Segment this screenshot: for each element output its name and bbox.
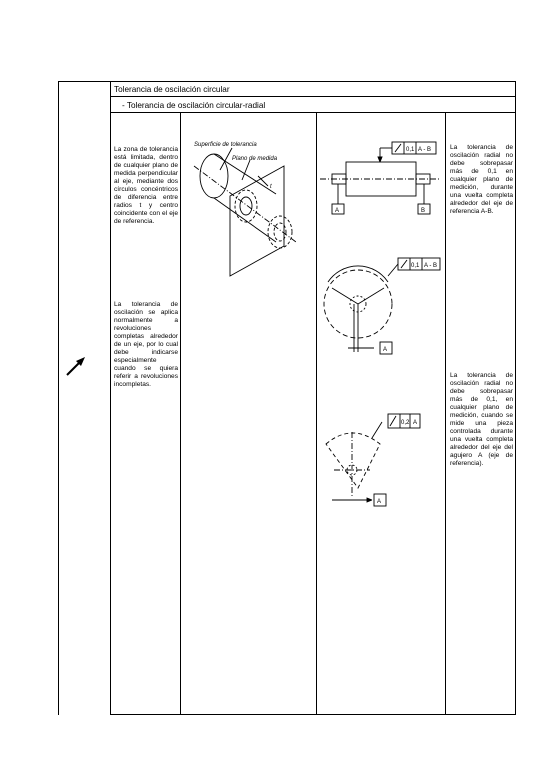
datum-a3-label: A — [377, 499, 382, 505]
frame3-value: 0,2 — [401, 420, 410, 426]
datum-a2-label: A — [383, 347, 388, 353]
example-description-2: La tolerancia de oscilación radial no debe sobrepasar más de 0,1, en cualquier plano de medición, cuando se mide una pieza controlada durante una vuelta completa alrededor del eje del agujero A (eje de referencia). — [450, 372, 513, 467]
label-tolerance-surface: Superficie de tolerancia — [194, 142, 257, 148]
drawing-sector — [318, 408, 443, 518]
drawing-shaft — [318, 138, 443, 223]
section-title: Tolerancia de oscilación circular — [114, 85, 230, 94]
frame1-datum: A - B — [418, 147, 432, 153]
tolerance-zone-illustration — [184, 136, 314, 286]
frame3-datum: A — [413, 420, 418, 426]
column-divider-3 — [445, 112, 446, 715]
table-top-border — [58, 81, 516, 82]
frame2-datum: A - B — [424, 263, 438, 269]
right-outer-border — [515, 81, 516, 715]
arrow-up-right-icon — [64, 354, 88, 378]
left-outer-border — [58, 81, 59, 715]
label-t: t — [270, 184, 272, 190]
table-bottom-border — [110, 714, 516, 715]
drawing-circle-runout — [318, 252, 443, 362]
column-divider-0 — [110, 81, 111, 715]
header-divider-1 — [110, 96, 516, 97]
column-divider-1 — [180, 112, 181, 715]
example-description-1: La tolerancia de oscilación radial no debe sobrepasar más de 0,1 en cualquier plano de medición, durante una vuelta completa alrededor del eje de referencia A-B. — [450, 144, 513, 215]
header-divider-2 — [110, 112, 516, 113]
datum-a-label: A — [335, 208, 340, 214]
frame2-value: 0,1 — [411, 263, 420, 269]
datum-b-label: B — [421, 208, 426, 214]
description-revolutions: La tolerancia de oscilación se aplica normalmente a revoluciones completas alrededor de un eje, por lo cual debe indicarse especialmente cuando se quiera referir a revoluciones incompletas. — [114, 301, 178, 388]
description-zone: La zona de tolerancia está limitada, dentro de cualquier plano de medida perpendicular al eje, mediante dos círculos concéntricos de diferencia entre radios t y centro coincidente con el eje de referencia. — [114, 146, 178, 225]
column-divider-2 — [316, 112, 317, 715]
label-measure-plane: Plano de medida — [232, 156, 278, 162]
section-subtitle: - Tolerancia de oscilación circular-radial — [122, 101, 266, 110]
frame1-value: 0,1 — [406, 147, 415, 153]
